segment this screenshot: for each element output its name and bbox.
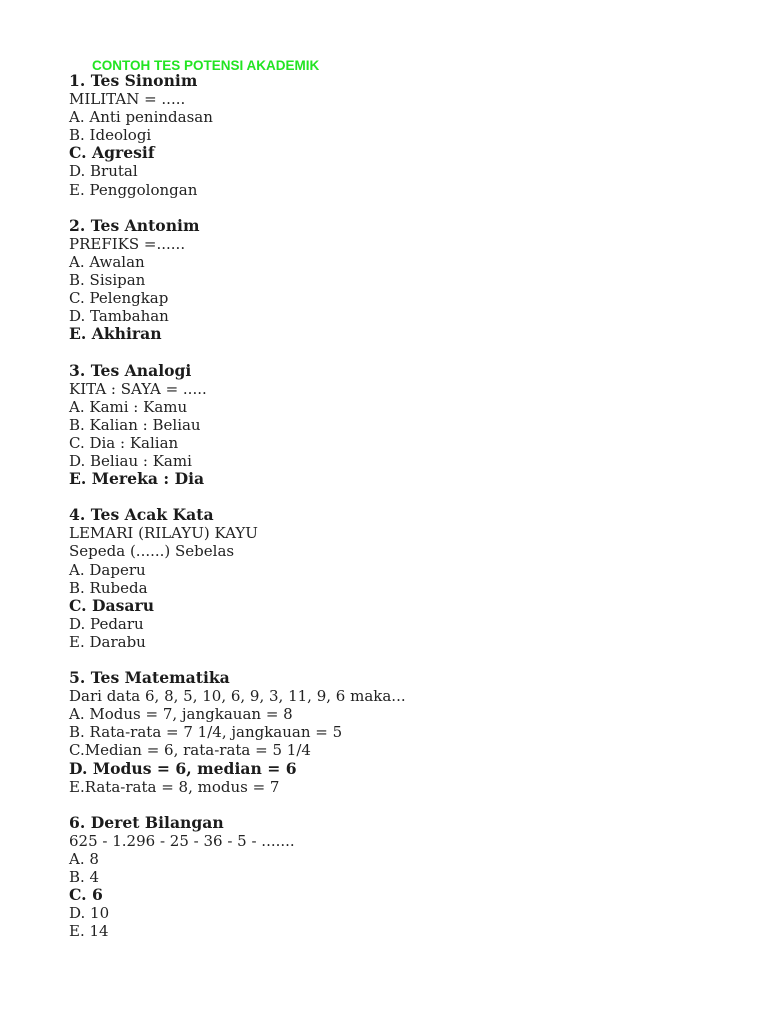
question-text: KITA : SAYA = ..... [69,379,207,398]
answer-option: D. Tambahan [69,307,169,326]
answer-option: C. Dia : Kalian [69,433,179,452]
answer-option: B. 4 [69,868,100,887]
question-text: 625 - 1.296 - 25 - 36 - 5 - ....... [69,831,295,850]
answer-option: D. Pedaru [69,614,144,633]
answer-option: E. Darabu [69,632,146,651]
section-heading: 4. Tes Acak Kata [69,505,214,525]
question-section-6 [69,814,749,941]
answer-option: C.Median = 6, rata-rata = 5 1/4 [69,741,311,760]
answer-option: B. Ideologi [69,126,152,145]
answer-option: E. Penggolongan [69,180,198,199]
answer-option: E. 14 [69,922,109,941]
answer-option: A. Daperu [69,560,146,579]
answer-option: A. Modus = 7, jangkauan = 8 [69,705,293,724]
question-text: MILITAN = ..... [69,90,186,109]
question-list [69,72,749,959]
answer-option: A. 8 [69,850,99,869]
answer-option: B. Rata-rata = 7 1/4, jangkauan = 5 [69,723,343,742]
question-section-4 [69,506,749,651]
document-title: CONTOH TES POTENSI AKADEMIK [92,58,320,73]
question-section-3 [69,362,749,489]
answer-option: D. 10 [69,904,110,923]
answer-option: A. Anti penindasan [69,108,213,127]
correct-answer-option: E. Akhiran [69,324,162,344]
answer-option: B. Kalian : Beliau [69,415,201,434]
answer-option: E.Rata-rata = 8, modus = 7 [69,777,280,796]
correct-answer-option: C. Agresif [69,143,155,163]
question-text: LEMARI (RILAYU) KAYU [69,524,258,543]
section-heading: 3. Tes Analogi [69,360,192,380]
correct-answer-option: C. Dasaru [69,595,155,615]
answer-option: A. Awalan [69,252,145,271]
answer-option: D. Beliau : Kami [69,451,192,470]
correct-answer-option: E. Mereka : Dia [69,469,205,489]
question-text: PREFIKS =...... [69,234,186,253]
answer-option: A. Kami : Kamu [69,397,188,416]
answer-option: B. Rubeda [69,578,148,597]
correct-answer-option: C. 6 [69,885,103,905]
question-text: Dari data 6, 8, 5, 10, 6, 9, 3, 11, 9, 6 maka... [69,687,406,706]
section-heading: 5. Tes Matematika [69,668,230,688]
question-section-5 [69,669,749,796]
answer-option: B. Sisipan [69,271,146,290]
question-subtext: Sepeda (......) Sebelas [69,542,235,561]
question-section-1 [69,72,749,199]
answer-option: C. Pelengkap [69,289,169,308]
question-section-2 [69,217,749,344]
answer-option: D. Brutal [69,162,138,181]
section-heading: 2. Tes Antonim [69,215,200,235]
section-heading: 6. Deret Bilangan [69,812,224,832]
correct-answer-option: D. Modus = 6, median = 6 [69,758,297,778]
section-heading: 1. Tes Sinonim [69,71,198,90]
